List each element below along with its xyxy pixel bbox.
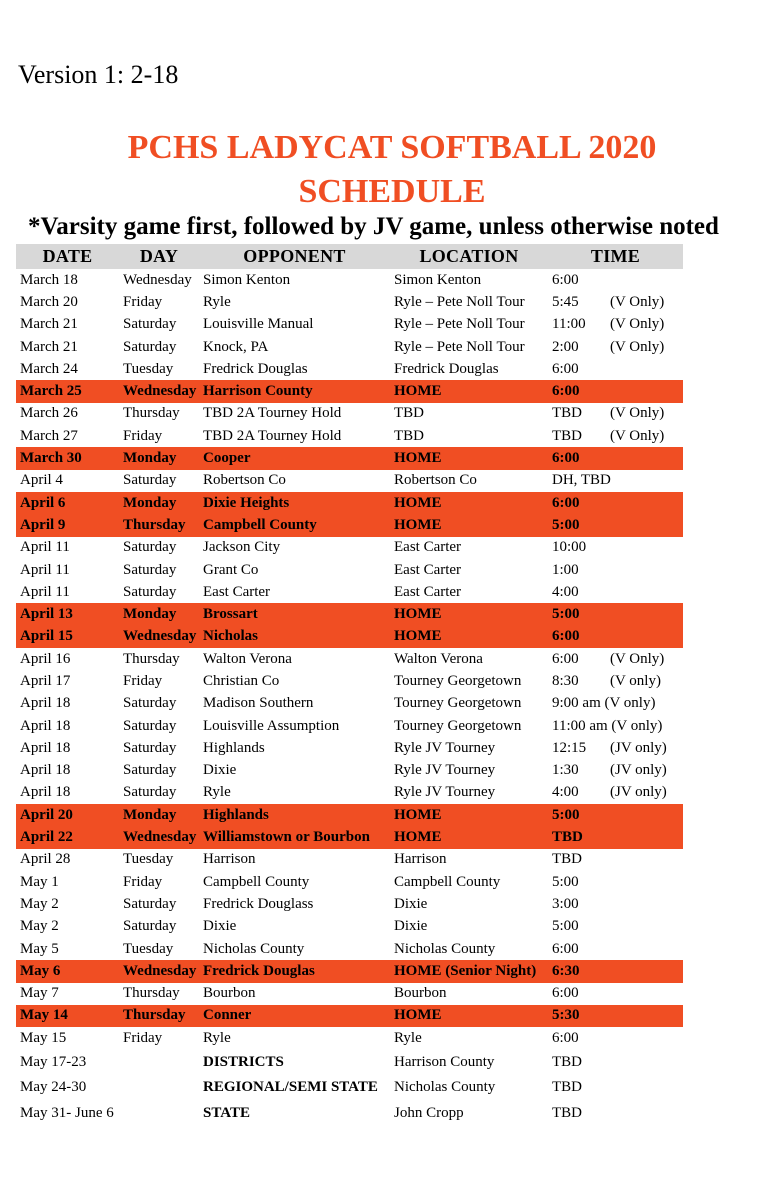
time-note: (V Only) <box>610 650 665 667</box>
time-value: 11:00 <box>552 316 586 333</box>
cell-opponent: Campbell County <box>199 514 390 536</box>
time-value: 6:00 <box>552 1029 579 1046</box>
time-value: 4:00 <box>552 784 579 801</box>
cell-day: Thursday <box>123 985 180 1002</box>
table-row <box>16 648 683 670</box>
cell-time <box>548 1075 683 1101</box>
cell-day: Thursday <box>123 650 180 667</box>
cell-time <box>548 537 683 559</box>
cell-opponent: Cooper <box>199 447 390 469</box>
cell-location: Ryle JV Tourney <box>394 739 496 756</box>
cell-day: Wednesday <box>119 826 199 848</box>
cell-day: Friday <box>123 672 163 689</box>
cell-time <box>548 559 683 581</box>
cell-opponent: Ryle <box>203 293 231 310</box>
cell-time <box>548 715 683 737</box>
cell-opponent: Nicholas <box>199 626 390 648</box>
table-row-home <box>16 603 683 625</box>
cell-day: Thursday <box>119 1005 199 1027</box>
table-row <box>16 336 683 358</box>
time-value: TBD <box>552 405 582 422</box>
cell-location: HOME <box>390 603 548 625</box>
cell-date: April 18 <box>20 695 71 712</box>
cell-time <box>548 871 683 893</box>
cell-opponent: Bourbon <box>203 985 256 1002</box>
cell-location: Bourbon <box>394 985 447 1002</box>
time-value: 6:00 <box>552 985 579 1002</box>
table-row <box>16 1075 683 1101</box>
time-value: TBD <box>552 1104 582 1121</box>
cell-opponent: Fredrick Douglass <box>203 895 314 912</box>
time-value: 5:00 <box>552 516 580 533</box>
cell-location: TBD <box>394 405 424 422</box>
cell-day <box>119 1100 199 1126</box>
time-note: (V Only) <box>610 338 665 355</box>
time-value: 5:00 <box>552 918 579 935</box>
cell-location: East Carter <box>394 539 462 556</box>
cell-day: Monday <box>119 603 199 625</box>
cell-location: HOME (Senior Night) <box>390 960 548 982</box>
cell-location: HOME <box>390 447 548 469</box>
table-row <box>16 893 683 915</box>
cell-time <box>548 514 683 536</box>
cell-time <box>548 1049 683 1075</box>
table-row <box>16 559 683 581</box>
cell-day: Friday <box>123 1029 163 1046</box>
table-row <box>16 938 683 960</box>
table-row <box>16 314 683 336</box>
cell-opponent: Highlands <box>199 804 390 826</box>
time-value: TBD <box>552 1053 582 1070</box>
table-row <box>16 1100 683 1126</box>
time-note: (JV only) <box>610 739 667 756</box>
cell-opponent: Jackson City <box>203 539 281 556</box>
cell-location: Tourney Georgetown <box>394 717 522 734</box>
table-row <box>16 782 683 804</box>
time-value: 10:00 <box>552 539 587 556</box>
table-row <box>16 425 683 447</box>
cell-time <box>548 581 683 603</box>
time-value: 6:30 <box>552 962 580 979</box>
page-title <box>0 126 758 214</box>
time-value: 6:00 <box>552 271 579 288</box>
cell-location: Tourney Georgetown <box>394 672 522 689</box>
cell-location: Harrison <box>394 851 447 868</box>
cell-date: April 20 <box>16 804 119 826</box>
cell-location: Walton Verona <box>394 650 483 667</box>
cell-opponent: Williamstown or Bourbon <box>199 826 390 848</box>
title-line-2: SCHEDULE <box>298 173 486 210</box>
cell-day: Tuesday <box>123 851 174 868</box>
cell-day: Saturday <box>123 784 177 801</box>
cell-day: Thursday <box>123 405 180 422</box>
cell-day: Saturday <box>123 739 177 756</box>
cell-opponent: DISTRICTS <box>203 1053 284 1070</box>
cell-opponent: Walton Verona <box>203 650 292 667</box>
cell-day: Wednesday <box>119 380 199 402</box>
cell-location: Ryle – Pete Noll Tour <box>394 338 525 355</box>
cell-opponent: STATE <box>203 1104 250 1121</box>
cell-opponent: Robertson Co <box>203 472 286 489</box>
cell-location: John Cropp <box>394 1104 464 1121</box>
cell-opponent: Highlands <box>203 739 265 756</box>
cell-day: Wednesday <box>123 271 192 288</box>
time-value: 6:00 <box>552 940 579 957</box>
table-header-row <box>16 244 683 269</box>
cell-day: Friday <box>123 427 163 444</box>
cell-date: April 11 <box>20 539 70 556</box>
cell-day: Saturday <box>123 918 177 935</box>
cell-date: May 2 <box>20 918 59 935</box>
cell-opponent: Ryle <box>203 784 231 801</box>
time-value: 1:30 <box>552 762 579 779</box>
cell-time <box>548 804 683 826</box>
table-row <box>16 715 683 737</box>
time-value: TBD <box>552 829 583 846</box>
cell-location: HOME <box>390 514 548 536</box>
cell-location: Ryle – Pete Noll Tour <box>394 293 525 310</box>
time-value: TBD <box>552 1079 582 1096</box>
cell-date: April 11 <box>20 561 70 578</box>
time-note: (V Only) <box>610 316 665 333</box>
table-row <box>16 581 683 603</box>
cell-day: Saturday <box>123 561 177 578</box>
cell-date: March 20 <box>20 293 78 310</box>
cell-date: May 1 <box>20 873 59 890</box>
schedule-table <box>16 244 683 1126</box>
table-row <box>16 470 683 492</box>
time-value: 4:00 <box>552 583 579 600</box>
schedule-body <box>16 269 683 1126</box>
table-row-home <box>16 804 683 826</box>
cell-opponent: Dixie <box>203 918 237 935</box>
table-row <box>16 537 683 559</box>
cell-date: April 17 <box>20 672 71 689</box>
cell-date: April 18 <box>20 784 71 801</box>
cell-time <box>548 336 683 358</box>
time-value: 5:30 <box>552 1007 580 1024</box>
time-note: (V Only) <box>610 427 665 444</box>
time-note: (JV only) <box>610 784 667 801</box>
table-row-home <box>16 380 683 402</box>
header-opponent: OPPONENT <box>199 244 390 269</box>
cell-time <box>548 960 683 982</box>
cell-day: Saturday <box>123 472 177 489</box>
cell-location: Harrison County <box>394 1053 495 1070</box>
cell-date: May 17-23 <box>20 1053 87 1070</box>
cell-date: April 28 <box>20 851 71 868</box>
cell-location: TBD <box>394 427 424 444</box>
cell-date: April 15 <box>16 626 119 648</box>
cell-time <box>548 760 683 782</box>
cell-time <box>548 983 683 1005</box>
table-row-home <box>16 826 683 848</box>
schedule-note: *Varsity game first, followed by JV game, unless otherwise noted <box>28 213 719 240</box>
cell-date: April 13 <box>16 603 119 625</box>
cell-date: May 2 <box>20 895 59 912</box>
cell-location: Ryle <box>394 1029 422 1046</box>
cell-date: March 24 <box>20 360 78 377</box>
cell-location: East Carter <box>394 583 462 600</box>
header-day: DAY <box>119 244 199 269</box>
cell-day: Saturday <box>123 539 177 556</box>
cell-day: Wednesday <box>119 960 199 982</box>
cell-day: Friday <box>123 293 163 310</box>
cell-location: Tourney Georgetown <box>394 695 522 712</box>
time-value: 6:00 <box>552 650 579 667</box>
cell-time <box>548 737 683 759</box>
cell-time <box>548 470 683 492</box>
time-value: 2:00 <box>552 338 579 355</box>
cell-time <box>548 893 683 915</box>
cell-time <box>548 358 683 380</box>
cell-opponent: Ryle <box>203 1029 231 1046</box>
cell-opponent: REGIONAL/SEMI STATE <box>203 1079 378 1096</box>
table-row-home <box>16 1005 683 1027</box>
cell-location: Dixie <box>394 895 428 912</box>
time-value: 6:00 <box>552 360 579 377</box>
cell-time <box>548 1027 683 1049</box>
cell-time <box>548 916 683 938</box>
time-value: 6:00 <box>552 450 580 467</box>
cell-date: May 15 <box>20 1029 67 1046</box>
cell-day: Saturday <box>123 717 177 734</box>
cell-location: Ryle – Pete Noll Tour <box>394 316 525 333</box>
cell-time <box>548 849 683 871</box>
time-value: 1:00 <box>552 561 579 578</box>
cell-location: Robertson Co <box>394 472 477 489</box>
time-value: 5:00 <box>552 873 579 890</box>
cell-time <box>548 291 683 313</box>
cell-date: March 30 <box>16 447 119 469</box>
table-row <box>16 403 683 425</box>
table-row-home <box>16 960 683 982</box>
header-date: DATE <box>16 244 119 269</box>
table-row <box>16 291 683 313</box>
cell-day: Tuesday <box>123 940 174 957</box>
cell-date: May 31- June 6 <box>20 1104 114 1121</box>
cell-day: Monday <box>119 804 199 826</box>
cell-time <box>548 603 683 625</box>
time-value: TBD <box>552 427 582 444</box>
cell-time <box>548 1100 683 1126</box>
cell-day: Monday <box>119 492 199 514</box>
cell-opponent: Madison Southern <box>203 695 314 712</box>
time-value: 5:00 <box>552 806 580 823</box>
table-row-home <box>16 514 683 536</box>
table-row <box>16 871 683 893</box>
cell-day <box>119 1049 199 1075</box>
cell-day: Saturday <box>123 583 177 600</box>
cell-location: Fredrick Douglas <box>394 360 499 377</box>
time-value: 6:00 <box>552 494 580 511</box>
cell-date: May 5 <box>20 940 59 957</box>
time-value: 8:30 <box>552 672 579 689</box>
table-row-home <box>16 492 683 514</box>
cell-day: Saturday <box>123 895 177 912</box>
cell-opponent: East Carter <box>203 583 271 600</box>
cell-opponent: Fredrick Douglas <box>203 360 308 377</box>
table-row <box>16 760 683 782</box>
cell-date: March 21 <box>20 338 78 355</box>
cell-location: Ryle JV Tourney <box>394 762 496 779</box>
table-row <box>16 693 683 715</box>
cell-day: Thursday <box>119 514 199 536</box>
time-note: (V Only) <box>610 405 665 422</box>
cell-day: Saturday <box>123 338 177 355</box>
time-value: 11:00 am (V only) <box>552 717 663 734</box>
cell-date: April 22 <box>16 826 119 848</box>
time-note: (JV only) <box>610 762 667 779</box>
cell-opponent: TBD 2A Tourney Hold <box>203 427 342 444</box>
time-value: 5:45 <box>552 293 579 310</box>
time-value: 12:15 <box>552 739 587 756</box>
cell-opponent: Nicholas County <box>203 940 305 957</box>
cell-opponent: Brossart <box>199 603 390 625</box>
cell-day: Saturday <box>123 695 177 712</box>
cell-opponent: TBD 2A Tourney Hold <box>203 405 342 422</box>
cell-opponent: Harrison <box>203 851 256 868</box>
table-row <box>16 916 683 938</box>
cell-time <box>548 447 683 469</box>
cell-location: Simon Kenton <box>394 271 482 288</box>
time-value: 5:00 <box>552 606 580 623</box>
cell-date: April 16 <box>20 650 71 667</box>
cell-time <box>548 693 683 715</box>
cell-time <box>548 782 683 804</box>
cell-date: April 18 <box>20 739 71 756</box>
table-row <box>16 1049 683 1075</box>
cell-opponent: Harrison County <box>199 380 390 402</box>
cell-date: March 26 <box>20 405 78 422</box>
cell-day: Tuesday <box>123 360 174 377</box>
cell-date: March 25 <box>16 380 119 402</box>
time-value: 6:00 <box>552 383 580 400</box>
time-value: 3:00 <box>552 895 579 912</box>
cell-day: Friday <box>123 873 163 890</box>
cell-date: March 27 <box>20 427 78 444</box>
cell-date: April 4 <box>20 472 63 489</box>
cell-opponent: Knock, PA <box>203 338 269 355</box>
time-value: 9:00 am (V only) <box>552 695 656 712</box>
cell-location: HOME <box>390 1005 548 1027</box>
cell-time <box>548 626 683 648</box>
cell-opponent: Dixie Heights <box>199 492 390 514</box>
cell-location: HOME <box>390 380 548 402</box>
cell-date: May 7 <box>20 985 59 1002</box>
table-row <box>16 737 683 759</box>
cell-date: March 18 <box>20 271 78 288</box>
cell-opponent: Conner <box>199 1005 390 1027</box>
table-row <box>16 849 683 871</box>
cell-date: April 18 <box>20 717 71 734</box>
cell-date: April 11 <box>20 583 70 600</box>
cell-time <box>548 670 683 692</box>
cell-date: March 21 <box>20 316 78 333</box>
time-note: (V Only) <box>610 293 665 310</box>
table-row-home <box>16 626 683 648</box>
cell-location: East Carter <box>394 561 462 578</box>
cell-location: Nicholas County <box>394 1079 496 1096</box>
cell-location: Dixie <box>394 918 428 935</box>
cell-location: HOME <box>390 804 548 826</box>
cell-time <box>548 403 683 425</box>
cell-time <box>548 648 683 670</box>
cell-time <box>548 1005 683 1027</box>
cell-time <box>548 492 683 514</box>
cell-date: April 6 <box>16 492 119 514</box>
time-note: (V only) <box>610 672 661 689</box>
cell-location: HOME <box>390 826 548 848</box>
cell-day: Saturday <box>123 316 177 333</box>
cell-date: April 18 <box>20 762 71 779</box>
title-line-1: PCHS LADYCAT SOFTBALL 2020 <box>127 129 657 166</box>
cell-date: May 24-30 <box>20 1079 87 1096</box>
cell-location: HOME <box>390 626 548 648</box>
cell-day: Monday <box>119 447 199 469</box>
cell-time <box>548 380 683 402</box>
table-row-home <box>16 447 683 469</box>
table-row <box>16 983 683 1005</box>
time-value: DH, TBD <box>552 472 611 489</box>
version-label: Version 1: 2-18 <box>18 60 179 89</box>
time-value: TBD <box>552 851 582 868</box>
cell-location: Ryle JV Tourney <box>394 784 496 801</box>
cell-location: HOME <box>390 492 548 514</box>
cell-day: Wednesday <box>119 626 199 648</box>
time-value: 6:00 <box>552 628 580 645</box>
table-row <box>16 358 683 380</box>
cell-time <box>548 269 683 291</box>
cell-date: May 14 <box>16 1005 119 1027</box>
cell-opponent: Louisville Assumption <box>203 717 340 734</box>
header-time: TIME <box>548 244 683 269</box>
cell-day: Saturday <box>123 762 177 779</box>
table-row <box>16 1027 683 1049</box>
cell-opponent: Dixie <box>203 762 237 779</box>
header-location: LOCATION <box>390 244 548 269</box>
cell-opponent: Campbell County <box>203 873 310 890</box>
cell-location: Nicholas County <box>394 940 496 957</box>
table-row <box>16 670 683 692</box>
cell-opponent: Louisville Manual <box>203 316 314 333</box>
cell-opponent: Fredrick Douglas <box>199 960 390 982</box>
table-row <box>16 269 683 291</box>
cell-day <box>119 1075 199 1101</box>
cell-opponent: Christian Co <box>203 672 280 689</box>
cell-time <box>548 938 683 960</box>
cell-date: May 6 <box>16 960 119 982</box>
cell-location: Campbell County <box>394 873 501 890</box>
cell-opponent: Grant Co <box>203 561 259 578</box>
cell-date: April 9 <box>16 514 119 536</box>
cell-time <box>548 425 683 447</box>
cell-opponent: Simon Kenton <box>203 271 291 288</box>
cell-time <box>548 314 683 336</box>
cell-time <box>548 826 683 848</box>
